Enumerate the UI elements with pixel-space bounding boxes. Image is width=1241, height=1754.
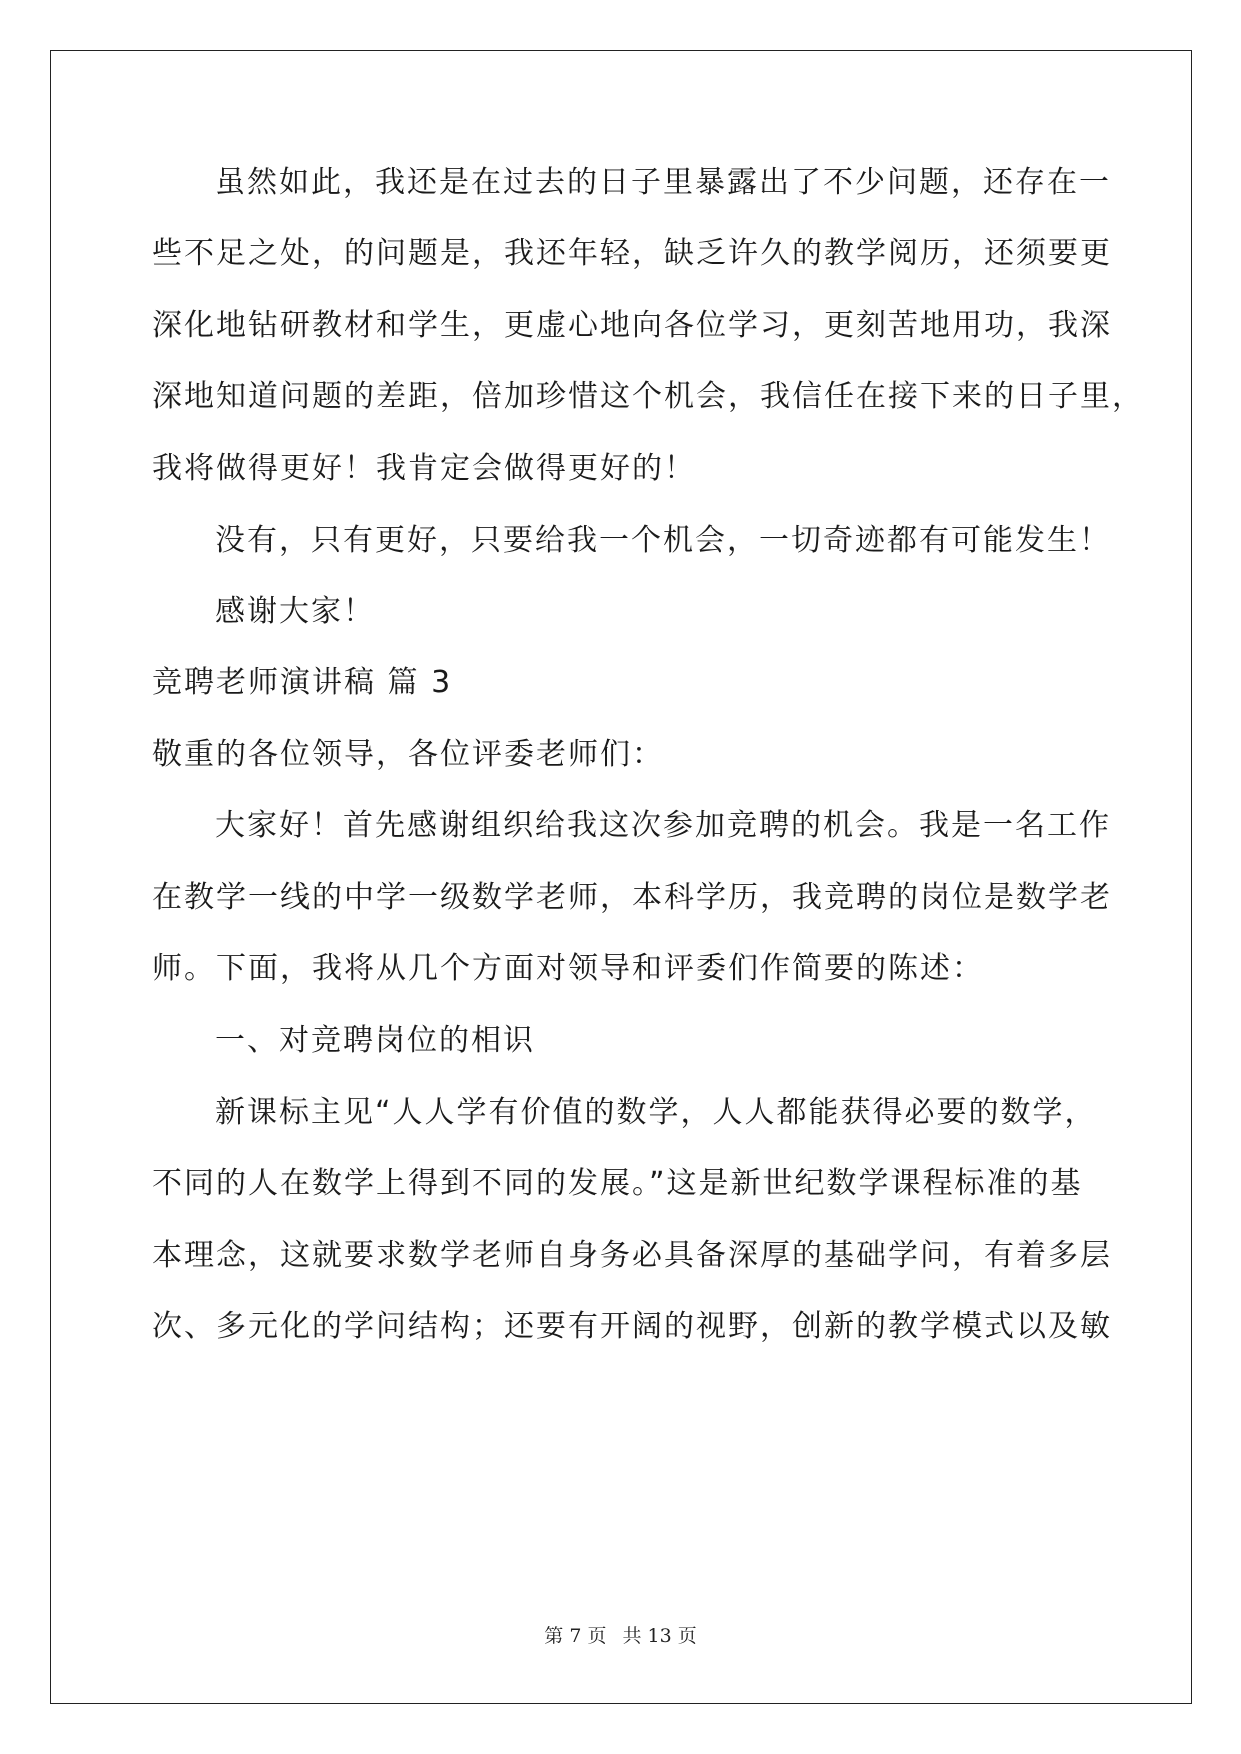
paragraph-line: 新课标主见“人人学有价值的数学，人人都能获得必要的数学，: [215, 1095, 1097, 1130]
paragraph-line: 深化地钻研教材和学生，更虚心地向各位学习，更刻苦地用功，我深: [152, 308, 1112, 343]
page-total: 共 13 页: [622, 1625, 697, 1647]
paragraph-line: 虽然如此，我还是在过去的日子里暴露出了不少问题，还存在一: [215, 165, 1111, 200]
page-number: 第 7 页: [544, 1625, 607, 1647]
salutation-line: 敬重的各位领导，各位评委老师们：: [152, 737, 664, 772]
paragraph-line: 在教学一线的中学一级数学老师，本科学历，我竞聘的岗位是数学老: [152, 880, 1112, 915]
page-border: [50, 50, 1192, 1704]
section-heading: 竞聘老师演讲稿 篇 3: [152, 665, 453, 700]
paragraph-line: 大家好！首先感谢组织给我这次参加竞聘的机会。我是一名工作: [215, 808, 1111, 843]
paragraph-line: 没有，只有更好，只要给我一个机会，一切奇迹都有可能发生！: [215, 523, 1111, 558]
paragraph-line: 我将做得更好！我肯定会做得更好的！: [152, 451, 696, 486]
subheading-line: 一、对竞聘岗位的相识: [215, 1023, 535, 1058]
paragraph-line: 感谢大家！: [215, 594, 375, 629]
paragraph-line: 不同的人在数学上得到不同的发展。”这是新世纪数学课程标准的基: [152, 1166, 1083, 1201]
paragraph-line: 本理念，这就要求数学老师自身务必具备深厚的基础学问，有着多层: [152, 1238, 1112, 1273]
page-footer: [0, 1621, 1241, 1648]
paragraph-line: 次、多元化的学问结构；还要有开阔的视野，创新的教学模式以及敏: [152, 1309, 1112, 1344]
paragraph-line: 深地知道问题的差距，倍加珍惜这个机会，我信任在接下来的日子里，: [152, 379, 1144, 414]
paragraph-line: 些不足之处，的问题是，我还年轻，缺乏许久的教学阅历，还须要更: [152, 236, 1112, 271]
paragraph-line: 师。下面，我将从几个方面对领导和评委们作简要的陈述：: [152, 951, 984, 986]
